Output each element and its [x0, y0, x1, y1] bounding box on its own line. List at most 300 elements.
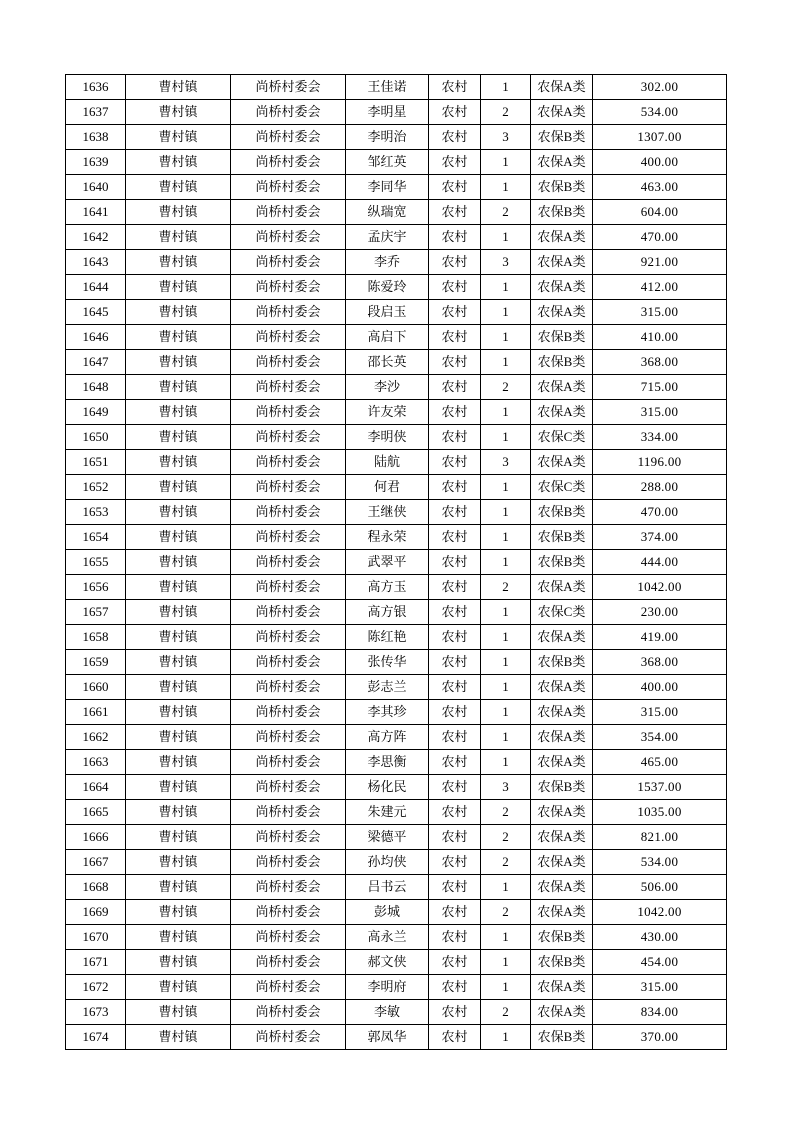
table-row: [66, 525, 727, 550]
cell-type: 农村: [429, 175, 481, 200]
cell-village: 尚桥村委会: [231, 875, 346, 900]
cell-name: 许友荣: [346, 400, 429, 425]
cell-insurance: 农保B类: [531, 550, 593, 575]
cell-name: 吕书云: [346, 875, 429, 900]
cell-amount: 400.00: [593, 150, 727, 175]
cell-amount: 463.00: [593, 175, 727, 200]
cell-insurance: 农保A类: [531, 900, 593, 925]
cell-town: 曹村镇: [126, 700, 231, 725]
cell-id: 1648: [66, 375, 126, 400]
cell-count: 2: [481, 575, 531, 600]
cell-count: 3: [481, 250, 531, 275]
cell-name: 陈爱玲: [346, 275, 429, 300]
table-row: [66, 1025, 727, 1050]
cell-town: 曹村镇: [126, 900, 231, 925]
cell-type: 农村: [429, 200, 481, 225]
cell-name: 孟庆宇: [346, 225, 429, 250]
cell-town: 曹村镇: [126, 550, 231, 575]
cell-type: 农村: [429, 675, 481, 700]
cell-insurance: 农保B类: [531, 325, 593, 350]
cell-amount: 315.00: [593, 700, 727, 725]
cell-type: 农村: [429, 650, 481, 675]
cell-town: 曹村镇: [126, 1000, 231, 1025]
cell-town: 曹村镇: [126, 975, 231, 1000]
cell-insurance: 农保A类: [531, 700, 593, 725]
cell-id: 1667: [66, 850, 126, 875]
cell-type: 农村: [429, 950, 481, 975]
cell-amount: 1537.00: [593, 775, 727, 800]
cell-count: 2: [481, 200, 531, 225]
cell-id: 1664: [66, 775, 126, 800]
cell-town: 曹村镇: [126, 675, 231, 700]
cell-name: 王佳诺: [346, 75, 429, 100]
cell-count: 1: [481, 650, 531, 675]
cell-id: 1668: [66, 875, 126, 900]
cell-id: 1674: [66, 1025, 126, 1050]
cell-village: 尚桥村委会: [231, 1000, 346, 1025]
cell-town: 曹村镇: [126, 650, 231, 675]
cell-id: 1653: [66, 500, 126, 525]
cell-insurance: 农保A类: [531, 725, 593, 750]
cell-amount: 334.00: [593, 425, 727, 450]
cell-count: 1: [481, 550, 531, 575]
cell-id: 1647: [66, 350, 126, 375]
cell-count: 1: [481, 475, 531, 500]
cell-type: 农村: [429, 575, 481, 600]
cell-count: 1: [481, 700, 531, 725]
table-row: [66, 175, 727, 200]
cell-town: 曹村镇: [126, 825, 231, 850]
cell-insurance: 农保A类: [531, 375, 593, 400]
cell-town: 曹村镇: [126, 150, 231, 175]
cell-count: 1: [481, 300, 531, 325]
cell-insurance: 农保A类: [531, 225, 593, 250]
cell-insurance: 农保B类: [531, 350, 593, 375]
cell-amount: 921.00: [593, 250, 727, 275]
cell-count: 2: [481, 100, 531, 125]
cell-id: 1641: [66, 200, 126, 225]
cell-count: 1: [481, 325, 531, 350]
table-row: [66, 800, 727, 825]
cell-id: 1640: [66, 175, 126, 200]
cell-name: 李明侠: [346, 425, 429, 450]
cell-town: 曹村镇: [126, 350, 231, 375]
table-row: [66, 75, 727, 100]
cell-name: 高永兰: [346, 925, 429, 950]
cell-count: 1: [481, 875, 531, 900]
cell-amount: 534.00: [593, 100, 727, 125]
cell-amount: 400.00: [593, 675, 727, 700]
table-row: [66, 600, 727, 625]
cell-name: 朱建元: [346, 800, 429, 825]
cell-amount: 430.00: [593, 925, 727, 950]
cell-amount: 315.00: [593, 400, 727, 425]
cell-name: 李敏: [346, 1000, 429, 1025]
cell-id: 1666: [66, 825, 126, 850]
cell-insurance: 农保B类: [531, 175, 593, 200]
cell-town: 曹村镇: [126, 925, 231, 950]
cell-id: 1657: [66, 600, 126, 625]
cell-id: 1663: [66, 750, 126, 775]
cell-name: 纵瑞宽: [346, 200, 429, 225]
cell-town: 曹村镇: [126, 450, 231, 475]
table-row: [66, 625, 727, 650]
cell-type: 农村: [429, 925, 481, 950]
cell-town: 曹村镇: [126, 225, 231, 250]
cell-insurance: 农保B类: [531, 125, 593, 150]
cell-count: 2: [481, 850, 531, 875]
cell-insurance: 农保C类: [531, 475, 593, 500]
cell-insurance: 农保A类: [531, 750, 593, 775]
cell-insurance: 农保A类: [531, 250, 593, 275]
cell-village: 尚桥村委会: [231, 300, 346, 325]
cell-id: 1637: [66, 100, 126, 125]
cell-id: 1644: [66, 275, 126, 300]
table-row: [66, 300, 727, 325]
cell-town: 曹村镇: [126, 300, 231, 325]
cell-village: 尚桥村委会: [231, 200, 346, 225]
table-row: [66, 1000, 727, 1025]
cell-town: 曹村镇: [126, 500, 231, 525]
cell-id: 1658: [66, 625, 126, 650]
cell-village: 尚桥村委会: [231, 500, 346, 525]
table-row: [66, 450, 727, 475]
cell-name: 高方阵: [346, 725, 429, 750]
cell-insurance: 农保B类: [531, 650, 593, 675]
cell-name: 李明星: [346, 100, 429, 125]
table-row: [66, 650, 727, 675]
cell-amount: 1042.00: [593, 900, 727, 925]
cell-town: 曹村镇: [126, 475, 231, 500]
cell-insurance: 农保A类: [531, 100, 593, 125]
cell-count: 2: [481, 375, 531, 400]
cell-type: 农村: [429, 1000, 481, 1025]
cell-name: 张传华: [346, 650, 429, 675]
table-row: [66, 575, 727, 600]
cell-amount: 288.00: [593, 475, 727, 500]
cell-type: 农村: [429, 625, 481, 650]
cell-count: 1: [481, 275, 531, 300]
cell-count: 1: [481, 950, 531, 975]
cell-name: 孙均侠: [346, 850, 429, 875]
cell-town: 曹村镇: [126, 850, 231, 875]
table-row: [66, 100, 727, 125]
cell-id: 1659: [66, 650, 126, 675]
cell-village: 尚桥村委会: [231, 825, 346, 850]
cell-village: 尚桥村委会: [231, 100, 346, 125]
cell-town: 曹村镇: [126, 75, 231, 100]
cell-type: 农村: [429, 325, 481, 350]
table-row: [66, 400, 727, 425]
cell-amount: 834.00: [593, 1000, 727, 1025]
cell-id: 1669: [66, 900, 126, 925]
cell-village: 尚桥村委会: [231, 325, 346, 350]
cell-id: 1639: [66, 150, 126, 175]
table-row: [66, 900, 727, 925]
cell-id: 1654: [66, 525, 126, 550]
cell-type: 农村: [429, 1025, 481, 1050]
cell-name: 武翠平: [346, 550, 429, 575]
cell-name: 李乔: [346, 250, 429, 275]
cell-count: 1: [481, 225, 531, 250]
table-row: [66, 375, 727, 400]
cell-amount: 470.00: [593, 225, 727, 250]
table-row: [66, 775, 727, 800]
cell-village: 尚桥村委会: [231, 525, 346, 550]
cell-insurance: 农保B类: [531, 200, 593, 225]
cell-amount: 506.00: [593, 875, 727, 900]
cell-amount: 368.00: [593, 650, 727, 675]
cell-amount: 315.00: [593, 975, 727, 1000]
cell-id: 1665: [66, 800, 126, 825]
cell-id: 1642: [66, 225, 126, 250]
cell-amount: 230.00: [593, 600, 727, 625]
cell-village: 尚桥村委会: [231, 150, 346, 175]
cell-town: 曹村镇: [126, 800, 231, 825]
cell-type: 农村: [429, 700, 481, 725]
table-row: [66, 825, 727, 850]
cell-amount: 454.00: [593, 950, 727, 975]
cell-name: 高方玉: [346, 575, 429, 600]
cell-amount: 302.00: [593, 75, 727, 100]
cell-type: 农村: [429, 350, 481, 375]
cell-town: 曹村镇: [126, 200, 231, 225]
table-row: [66, 500, 727, 525]
cell-type: 农村: [429, 750, 481, 775]
cell-name: 李思衡: [346, 750, 429, 775]
cell-count: 1: [481, 625, 531, 650]
cell-town: 曹村镇: [126, 325, 231, 350]
table-row: [66, 225, 727, 250]
table-row: [66, 700, 727, 725]
cell-town: 曹村镇: [126, 950, 231, 975]
cell-name: 梁德平: [346, 825, 429, 850]
cell-amount: 412.00: [593, 275, 727, 300]
cell-type: 农村: [429, 450, 481, 475]
cell-town: 曹村镇: [126, 600, 231, 625]
cell-insurance: 农保A类: [531, 150, 593, 175]
cell-village: 尚桥村委会: [231, 425, 346, 450]
cell-insurance: 农保A类: [531, 625, 593, 650]
table-row: [66, 350, 727, 375]
cell-type: 农村: [429, 125, 481, 150]
cell-insurance: 农保A类: [531, 275, 593, 300]
cell-insurance: 农保A类: [531, 300, 593, 325]
cell-name: 李其珍: [346, 700, 429, 725]
cell-village: 尚桥村委会: [231, 700, 346, 725]
cell-village: 尚桥村委会: [231, 725, 346, 750]
cell-insurance: 农保A类: [531, 400, 593, 425]
cell-village: 尚桥村委会: [231, 600, 346, 625]
cell-count: 1: [481, 425, 531, 450]
cell-id: 1655: [66, 550, 126, 575]
cell-town: 曹村镇: [126, 425, 231, 450]
cell-insurance: 农保B类: [531, 950, 593, 975]
table-row: [66, 125, 727, 150]
cell-amount: 1307.00: [593, 125, 727, 150]
cell-amount: 465.00: [593, 750, 727, 775]
cell-count: 1: [481, 1025, 531, 1050]
cell-count: 1: [481, 350, 531, 375]
cell-town: 曹村镇: [126, 575, 231, 600]
cell-insurance: 农保C类: [531, 600, 593, 625]
cell-name: 李明治: [346, 125, 429, 150]
cell-village: 尚桥村委会: [231, 675, 346, 700]
cell-village: 尚桥村委会: [231, 225, 346, 250]
cell-name: 陈红艳: [346, 625, 429, 650]
cell-insurance: 农保A类: [531, 75, 593, 100]
cell-village: 尚桥村委会: [231, 350, 346, 375]
cell-amount: 419.00: [593, 625, 727, 650]
cell-type: 农村: [429, 900, 481, 925]
cell-name: 杨化民: [346, 775, 429, 800]
cell-town: 曹村镇: [126, 775, 231, 800]
cell-town: 曹村镇: [126, 100, 231, 125]
cell-count: 1: [481, 150, 531, 175]
cell-type: 农村: [429, 725, 481, 750]
cell-village: 尚桥村委会: [231, 575, 346, 600]
cell-type: 农村: [429, 600, 481, 625]
cell-type: 农村: [429, 850, 481, 875]
cell-insurance: 农保A类: [531, 875, 593, 900]
cell-id: 1645: [66, 300, 126, 325]
cell-insurance: 农保A类: [531, 675, 593, 700]
table-row: [66, 675, 727, 700]
cell-name: 李同华: [346, 175, 429, 200]
table-row: [66, 750, 727, 775]
cell-name: 彭志兰: [346, 675, 429, 700]
cell-town: 曹村镇: [126, 250, 231, 275]
cell-village: 尚桥村委会: [231, 400, 346, 425]
cell-count: 3: [481, 125, 531, 150]
cell-insurance: 农保C类: [531, 425, 593, 450]
cell-town: 曹村镇: [126, 175, 231, 200]
cell-name: 何君: [346, 475, 429, 500]
cell-type: 农村: [429, 425, 481, 450]
cell-town: 曹村镇: [126, 275, 231, 300]
cell-village: 尚桥村委会: [231, 800, 346, 825]
cell-type: 农村: [429, 150, 481, 175]
cell-village: 尚桥村委会: [231, 1025, 346, 1050]
cell-name: 陆航: [346, 450, 429, 475]
cell-town: 曹村镇: [126, 125, 231, 150]
cell-count: 1: [481, 75, 531, 100]
cell-type: 农村: [429, 775, 481, 800]
cell-village: 尚桥村委会: [231, 925, 346, 950]
cell-count: 1: [481, 725, 531, 750]
cell-amount: 1035.00: [593, 800, 727, 825]
table-row: [66, 425, 727, 450]
cell-count: 1: [481, 975, 531, 1000]
cell-type: 农村: [429, 475, 481, 500]
cell-id: 1649: [66, 400, 126, 425]
cell-village: 尚桥村委会: [231, 475, 346, 500]
table-row: [66, 325, 727, 350]
cell-id: 1652: [66, 475, 126, 500]
cell-insurance: 农保A类: [531, 1000, 593, 1025]
cell-name: 程永荣: [346, 525, 429, 550]
cell-id: 1643: [66, 250, 126, 275]
cell-insurance: 农保B类: [531, 925, 593, 950]
cell-amount: 374.00: [593, 525, 727, 550]
subsidy-table: [65, 74, 727, 1050]
cell-amount: 1042.00: [593, 575, 727, 600]
cell-village: 尚桥村委会: [231, 375, 346, 400]
cell-type: 农村: [429, 275, 481, 300]
cell-type: 农村: [429, 300, 481, 325]
cell-amount: 410.00: [593, 325, 727, 350]
cell-type: 农村: [429, 400, 481, 425]
cell-id: 1673: [66, 1000, 126, 1025]
cell-count: 3: [481, 450, 531, 475]
cell-amount: 1196.00: [593, 450, 727, 475]
cell-town: 曹村镇: [126, 375, 231, 400]
cell-village: 尚桥村委会: [231, 550, 346, 575]
table-row: [66, 975, 727, 1000]
table-row: [66, 275, 727, 300]
cell-amount: 368.00: [593, 350, 727, 375]
cell-amount: 470.00: [593, 500, 727, 525]
cell-village: 尚桥村委会: [231, 850, 346, 875]
cell-town: 曹村镇: [126, 625, 231, 650]
cell-name: 李明府: [346, 975, 429, 1000]
cell-name: 高启下: [346, 325, 429, 350]
cell-village: 尚桥村委会: [231, 450, 346, 475]
cell-name: 彭城: [346, 900, 429, 925]
cell-id: 1636: [66, 75, 126, 100]
cell-village: 尚桥村委会: [231, 275, 346, 300]
cell-village: 尚桥村委会: [231, 950, 346, 975]
cell-count: 2: [481, 800, 531, 825]
table-row: [66, 725, 727, 750]
cell-type: 农村: [429, 75, 481, 100]
cell-count: 2: [481, 900, 531, 925]
cell-insurance: 农保B类: [531, 500, 593, 525]
cell-type: 农村: [429, 800, 481, 825]
cell-type: 农村: [429, 500, 481, 525]
cell-village: 尚桥村委会: [231, 250, 346, 275]
cell-id: 1650: [66, 425, 126, 450]
cell-count: 1: [481, 750, 531, 775]
cell-insurance: 农保B类: [531, 1025, 593, 1050]
cell-town: 曹村镇: [126, 400, 231, 425]
cell-id: 1646: [66, 325, 126, 350]
cell-town: 曹村镇: [126, 725, 231, 750]
cell-id: 1638: [66, 125, 126, 150]
cell-type: 农村: [429, 825, 481, 850]
table-row: [66, 475, 727, 500]
table-row: [66, 200, 727, 225]
cell-name: 高方银: [346, 600, 429, 625]
cell-insurance: 农保B类: [531, 775, 593, 800]
cell-count: 2: [481, 825, 531, 850]
cell-id: 1662: [66, 725, 126, 750]
cell-name: 李沙: [346, 375, 429, 400]
cell-town: 曹村镇: [126, 875, 231, 900]
cell-village: 尚桥村委会: [231, 125, 346, 150]
cell-insurance: 农保A类: [531, 975, 593, 1000]
table-row: [66, 925, 727, 950]
cell-name: 王继侠: [346, 500, 429, 525]
cell-id: 1651: [66, 450, 126, 475]
cell-town: 曹村镇: [126, 1025, 231, 1050]
cell-amount: 534.00: [593, 850, 727, 875]
cell-count: 1: [481, 175, 531, 200]
cell-id: 1661: [66, 700, 126, 725]
cell-count: 2: [481, 1000, 531, 1025]
cell-amount: 821.00: [593, 825, 727, 850]
cell-count: 1: [481, 675, 531, 700]
